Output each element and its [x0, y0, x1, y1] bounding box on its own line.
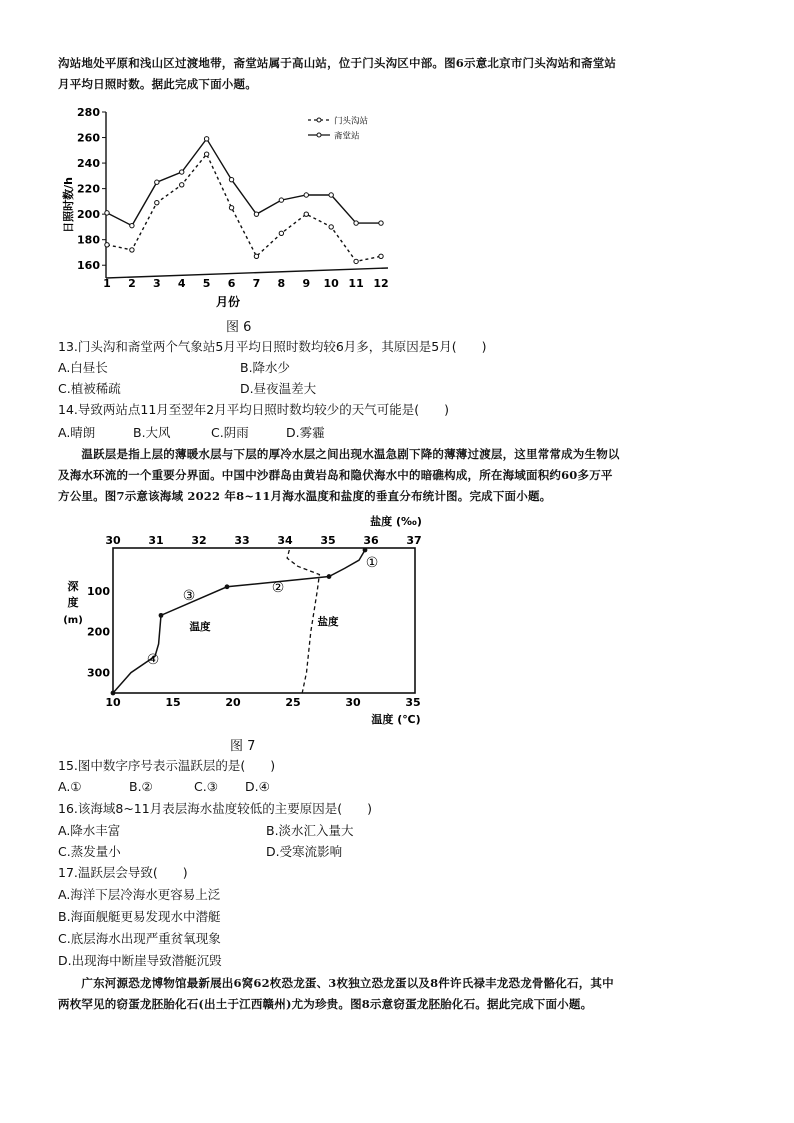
- intro-1-line-2: 月平均日照时数。据此完成下面小题。: [58, 77, 257, 91]
- fig6-x-tick-label: 6: [227, 277, 236, 290]
- question-16-option-c[interactable]: C.蒸发量小: [58, 844, 121, 859]
- question-15-option-c[interactable]: C.③: [194, 779, 218, 794]
- figure-7-labels: [147, 555, 379, 668]
- fig6-x-tick-label: 3: [152, 277, 161, 290]
- fig6-legend-label: 斋堂站: [334, 131, 360, 142]
- intro-paragraph-2: [58, 444, 748, 507]
- fig6-legend-marker: [317, 118, 321, 122]
- intro-paragraph-1: [58, 53, 748, 95]
- fig6-point-zhaitang: [329, 193, 333, 197]
- question-15-option-b[interactable]: B.②: [129, 779, 153, 794]
- fig6-point-zhaitang: [354, 221, 358, 225]
- question-14-stem: 14.导致两站点11月至翌年2月平均日照时数均较少的天气可能是( ): [58, 402, 449, 417]
- question-13-option-d[interactable]: D.昼夜温差大: [240, 381, 317, 396]
- intro-2-line-3: 方公里。图7示意该海域 2022 年8~11月海水温度和盐度的垂直分布统计图。完成下面小题。: [58, 489, 552, 503]
- fig7-depth-tick-label: 100: [87, 584, 110, 598]
- intro-2-line-1: 温跃层是指上层的薄暖水层与下层的厚冷水层之间出现水温急剧下降的薄薄过渡层，这里常常成为生物以: [58, 447, 620, 461]
- fig6-x-tick-label: 8: [277, 277, 286, 290]
- fig6-y-tick-label: 160: [77, 259, 100, 273]
- fig6-point-zhaitang: [279, 198, 283, 202]
- fig7-salinity-tick-label: 33: [234, 534, 250, 547]
- question-17-stem: 17.温跃层会导致( ): [58, 865, 188, 880]
- fig7-depth-tick-label: 200: [87, 625, 110, 639]
- fig6-legend-marker: [317, 133, 321, 137]
- fig7-salinity-tick-label: 32: [191, 534, 207, 547]
- fig7-salinity-tick-label: 36: [363, 534, 379, 547]
- question-16-option-b[interactable]: B.淡水汇入量大: [266, 823, 354, 838]
- intro-paragraph-3: [58, 973, 748, 1015]
- fig7-depth-axis-title-3: (m): [63, 615, 83, 626]
- fig7-depth-tick-label: 300: [87, 666, 110, 680]
- fig6-x-tick-label: 9: [302, 277, 311, 290]
- fig7-temperature-point: [159, 613, 164, 618]
- fig7-temperature-tick-label: 35: [405, 696, 421, 709]
- fig6-x-tick-label: 12: [373, 277, 389, 290]
- fig7-temperature-axis-title: 温度 (℃): [371, 713, 421, 726]
- question-13-option-a[interactable]: A.白昼长: [58, 360, 108, 375]
- fig7-temperature-tick-label: 30: [345, 696, 361, 709]
- fig6-series-line-mentougou: [107, 154, 381, 261]
- figure-7-temperature-salinity-chart: [58, 510, 438, 732]
- figure-6-caption: 图 6: [226, 320, 252, 335]
- fig7-marker-4: ④: [146, 652, 160, 668]
- intro-3-line-1: 广东河源恐龙博物馆最新展出6窝62枚恐龙蛋、3枚独立恐龙蛋以及8件许氏禄丰龙恐龙骨骼化石，其中: [58, 976, 614, 990]
- question-17-option-d[interactable]: D.出现海中断崖导致潜艇沉毁: [58, 953, 222, 968]
- fig6-x-tick-label: 10: [323, 277, 339, 290]
- fig6-legend-label: 门头沟站: [334, 116, 369, 127]
- fig6-point-mentougou: [254, 254, 258, 258]
- fig6-point-mentougou: [130, 248, 134, 252]
- fig7-salinity-line: [287, 550, 319, 693]
- fig7-marker-2: ②: [271, 580, 285, 596]
- fig6-point-mentougou: [304, 212, 308, 216]
- fig6-point-zhaitang: [105, 211, 109, 215]
- fig6-y-axis-title: 日照时数/h: [62, 177, 75, 233]
- fig6-point-zhaitang: [180, 170, 184, 174]
- question-13-stem: 13.门头沟和斋堂两个气象站5月平均日照时数均较6月多，其原因是5月( ): [58, 339, 487, 354]
- fig6-point-mentougou: [105, 243, 109, 247]
- fig6-point-zhaitang: [304, 193, 308, 197]
- fig6-y-tick-label: 260: [77, 131, 100, 145]
- fig7-marker-3: ③: [182, 588, 196, 604]
- question-17-option-b[interactable]: B.海面舰艇更易发现水中潜艇: [58, 909, 221, 924]
- figure-7-axes: [63, 514, 422, 726]
- fig6-point-zhaitang: [130, 223, 134, 227]
- question-15-stem: 15.图中数字序号表示温跃层的是( ): [58, 758, 276, 773]
- fig7-temperature-tick-label: 10: [105, 696, 121, 709]
- fig7-depth-axis-title-1: 深: [67, 580, 79, 593]
- fig6-point-zhaitang: [254, 212, 258, 216]
- question-17-option-c[interactable]: C.底层海水出现严重贫氧现象: [58, 931, 221, 946]
- fig7-salinity-tick-label: 37: [406, 534, 422, 547]
- fig6-point-zhaitang: [229, 177, 233, 181]
- fig7-temperature-tick-label: 15: [165, 696, 181, 709]
- fig7-salinity-tick-label: 31: [148, 534, 164, 547]
- fig6-point-mentougou: [329, 225, 333, 229]
- fig6-point-zhaitang: [204, 137, 208, 141]
- question-14-option-d[interactable]: D.雾霾: [286, 425, 325, 440]
- question-17-option-a[interactable]: A.海洋下层冷海水更容易上泛: [58, 887, 221, 902]
- fig6-y-tick-label: 280: [77, 106, 100, 119]
- figure-6-legend: [308, 116, 369, 142]
- figure-6-sunshine-chart: [58, 100, 398, 312]
- fig6-y-tick-label: 240: [77, 157, 100, 171]
- intro-3-line-2: 两枚罕见的窃蛋龙胚胎化石(出土于江西赣州)尤为珍贵。图8示意窃蛋龙胚胎化石。据此完成下面小题。: [58, 997, 593, 1011]
- fig7-temperature-point: [363, 548, 368, 553]
- figure-6-series: [105, 137, 383, 264]
- fig7-marker-1: ①: [365, 555, 379, 571]
- fig6-x-tick-label: 5: [202, 277, 211, 290]
- fig6-x-axis-title: 月份: [215, 295, 241, 309]
- question-14-option-c[interactable]: C.阴雨: [211, 425, 249, 440]
- fig6-x-tick-label: 11: [348, 277, 364, 290]
- fig7-temperature-point: [327, 574, 332, 579]
- fig7-salinity-tick-label: 34: [277, 534, 293, 547]
- fig6-point-zhaitang: [155, 180, 159, 184]
- question-13-option-b[interactable]: B.降水少: [240, 360, 291, 375]
- question-14-option-b[interactable]: B.大风: [133, 425, 171, 440]
- fig7-salinity-axis-title: 盐度 (‰): [370, 515, 422, 528]
- fig6-point-mentougou: [354, 259, 358, 263]
- fig7-salinity-tick-label: 30: [105, 534, 121, 547]
- fig6-point-mentougou: [155, 200, 159, 204]
- fig7-temperature-point: [225, 584, 230, 589]
- fig7-depth-axis-title-2: 度: [67, 596, 79, 609]
- question-15-option-d[interactable]: D.④: [245, 779, 270, 794]
- fig6-y-tick-label: 180: [77, 233, 100, 247]
- fig6-point-mentougou: [180, 183, 184, 187]
- fig7-salinity-series-label: 盐度: [317, 616, 339, 628]
- question-14-option-a[interactable]: A.晴朗: [58, 425, 96, 440]
- fig6-x-tick-label: 2: [128, 277, 136, 290]
- fig6-x-tick-label: 4: [177, 277, 186, 290]
- fig6-x-tick-label: 1: [103, 277, 111, 290]
- fig6-series-line-zhaitang: [107, 139, 381, 226]
- question-15-option-a[interactable]: A.①: [58, 779, 82, 794]
- fig7-temperature-series-label: 温度: [189, 621, 211, 633]
- figure-7-caption: 图 7: [230, 739, 256, 754]
- fig6-point-mentougou: [379, 254, 383, 258]
- fig7-temperature-point: [111, 691, 116, 696]
- fig6-point-mentougou: [279, 231, 283, 235]
- fig6-x-tick-label: 7: [252, 277, 261, 290]
- fig6-point-mentougou: [229, 206, 233, 210]
- question-16-stem: 16.该海域8~11月表层海水盐度较低的主要原因是( ): [58, 801, 372, 816]
- intro-2-line-2: 及海水环流的一个重要分界面。中国中沙群岛由黄岩岛和隐伏海水中的暗礁构成，所在海域面积约60多万平: [58, 468, 613, 482]
- fig6-point-mentougou: [204, 152, 208, 156]
- fig6-x-axis-line: [106, 268, 388, 278]
- fig6-point-zhaitang: [379, 221, 383, 225]
- fig6-y-tick-label: 200: [77, 208, 100, 222]
- question-16-option-d[interactable]: D.受寒流影响: [266, 844, 343, 859]
- fig7-temperature-tick-label: 25: [285, 696, 301, 709]
- fig6-y-tick-label: 220: [77, 182, 100, 196]
- question-13-option-c[interactable]: C.植被稀疏: [58, 381, 121, 396]
- fig7-salinity-tick-label: 35: [320, 534, 336, 547]
- fig7-temperature-tick-label: 20: [225, 696, 241, 709]
- intro-1-line-1: 沟站地处平原和浅山区过渡地带，斋堂站属于高山站，位于门头沟区中部。图6示意北京市门头沟站和斋堂站: [58, 56, 617, 70]
- question-16-option-a[interactable]: A.降水丰富: [58, 823, 121, 838]
